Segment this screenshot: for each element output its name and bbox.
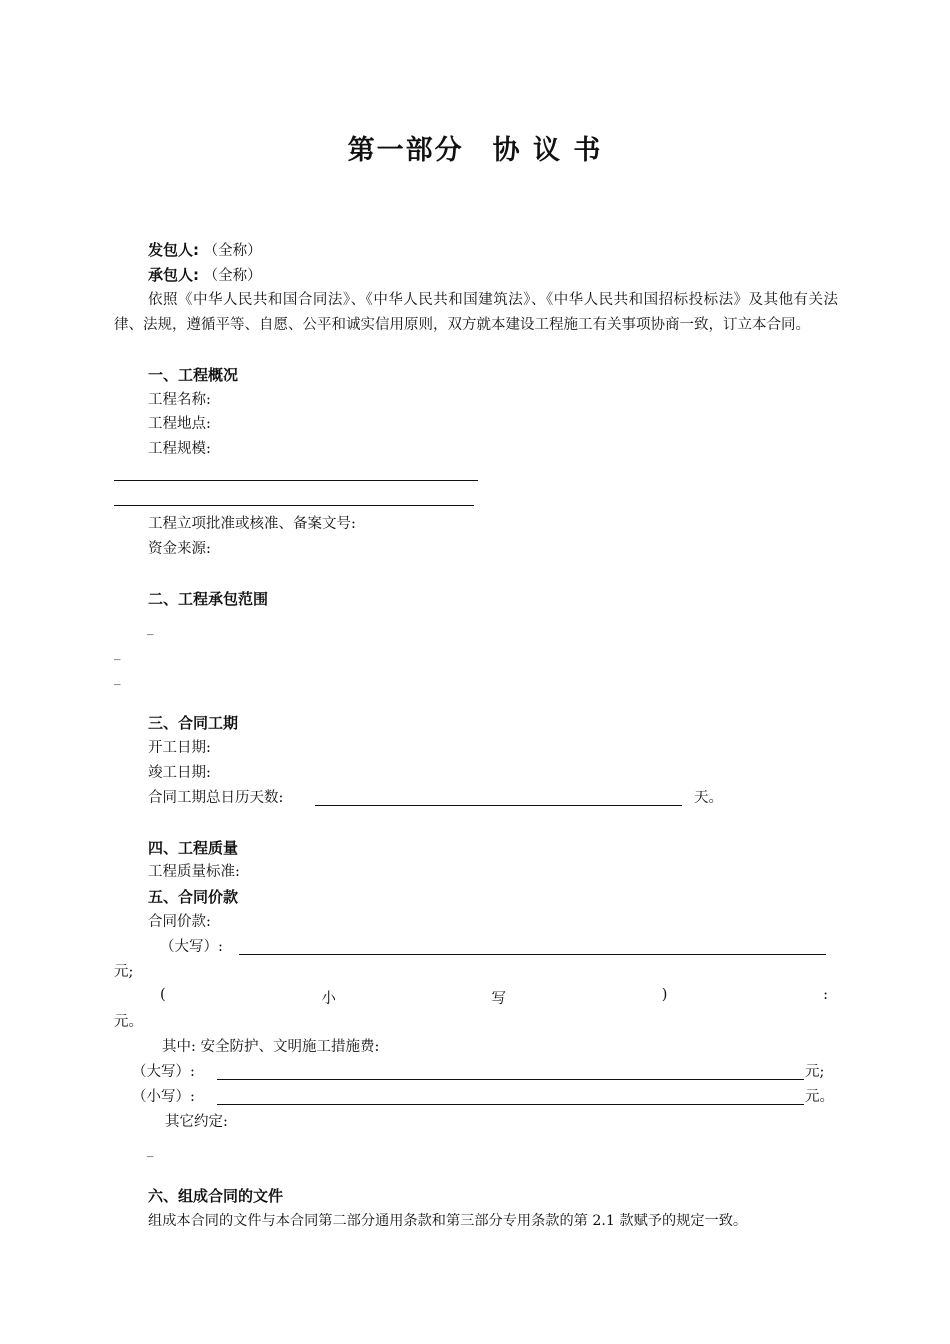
contractor-label: 承包人:: [148, 266, 199, 284]
price-uppercase-label: （大写）:: [160, 939, 223, 955]
days-unit: 天。: [694, 790, 723, 806]
price-lowercase-row: [114, 987, 828, 1008]
lowercase-char-3: 写: [491, 991, 507, 1007]
page-title: 第一部分 协 议 书: [347, 135, 603, 166]
price-lowercase-unit: 元。: [114, 1014, 143, 1030]
safety-upper-unit: 元;: [805, 1064, 825, 1080]
safety-lower-unit: 元。: [805, 1089, 834, 1105]
intro-paragraph: 依照《中华人民共和国合同法》、《中华人民共和国建筑法》、《中华人民共和国招标投标法》及其他有关法律、法规，遵循平等、自愿、公平和诚实信用原则，双方就本建设工程施工有关事项协商一致，订立本合同。: [114, 292, 838, 333]
employer-label: 发包人:: [148, 241, 199, 259]
project-scale-label: 工程规模:: [148, 441, 211, 457]
approval-no-label: 工程立项批准或核准、备案文号:: [148, 516, 356, 532]
start-date-label: 开工日期:: [148, 740, 211, 756]
price-uppercase-blank: [239, 954, 826, 955]
scale-blank-line-2: [114, 505, 474, 506]
section1-heading: 一、工程概况: [148, 366, 239, 384]
lowercase-char-2: 小: [321, 991, 336, 1007]
lowercase-char-1: (: [160, 987, 166, 1003]
project-name-label: 工程名称:: [148, 392, 211, 408]
contractor-line: [148, 265, 262, 286]
total-days-blank: [315, 805, 682, 806]
contract-price-label: 合同价款:: [148, 914, 211, 930]
section3-heading: 三、合同工期: [148, 714, 239, 732]
contractor-value: （全称）: [203, 268, 262, 284]
completion-date-label: 竣工日期:: [148, 765, 211, 781]
safety-fee-label: 其中: 安全防护、文明施工措施费:: [162, 1039, 380, 1055]
lowercase-char-4: ): [661, 987, 668, 1003]
project-location-label: 工程地点:: [148, 416, 211, 432]
total-days-label: 合同工期总日历天数:: [148, 790, 284, 806]
scale-blank-line-1: [114, 480, 478, 481]
section6-heading: 六、组成合同的文件: [148, 1187, 284, 1205]
scope-dash-3: _: [114, 671, 121, 686]
employer-line: [148, 240, 262, 261]
section2-heading: 二、工程承包范围: [148, 590, 269, 608]
scope-dash-2: _: [114, 646, 121, 661]
safety-lower-blank: [217, 1104, 804, 1105]
safety-lower-label: （小写）:: [132, 1089, 195, 1105]
scope-dash-1: _: [147, 621, 154, 636]
price-uppercase-unit: 元;: [114, 964, 134, 980]
other-terms-dash: _: [147, 1143, 154, 1158]
safety-upper-blank: [217, 1079, 804, 1080]
other-terms-label: 其它约定:: [165, 1114, 228, 1130]
employer-value: （全称）: [203, 243, 262, 259]
safety-upper-label: （大写）:: [132, 1064, 195, 1080]
section5-heading: 五、合同价款: [148, 888, 239, 906]
quality-standard-label: 工程质量标准:: [148, 864, 240, 880]
funding-source-label: 资金来源:: [148, 541, 211, 557]
section4-heading: 四、工程质量: [148, 839, 239, 857]
section6-text: 组成本合同的文件与本合同第二部分通用条款和第三部分专用条款的第 2.1 款赋予的规定一致。: [148, 1213, 748, 1229]
lowercase-char-5: :: [823, 987, 828, 1003]
